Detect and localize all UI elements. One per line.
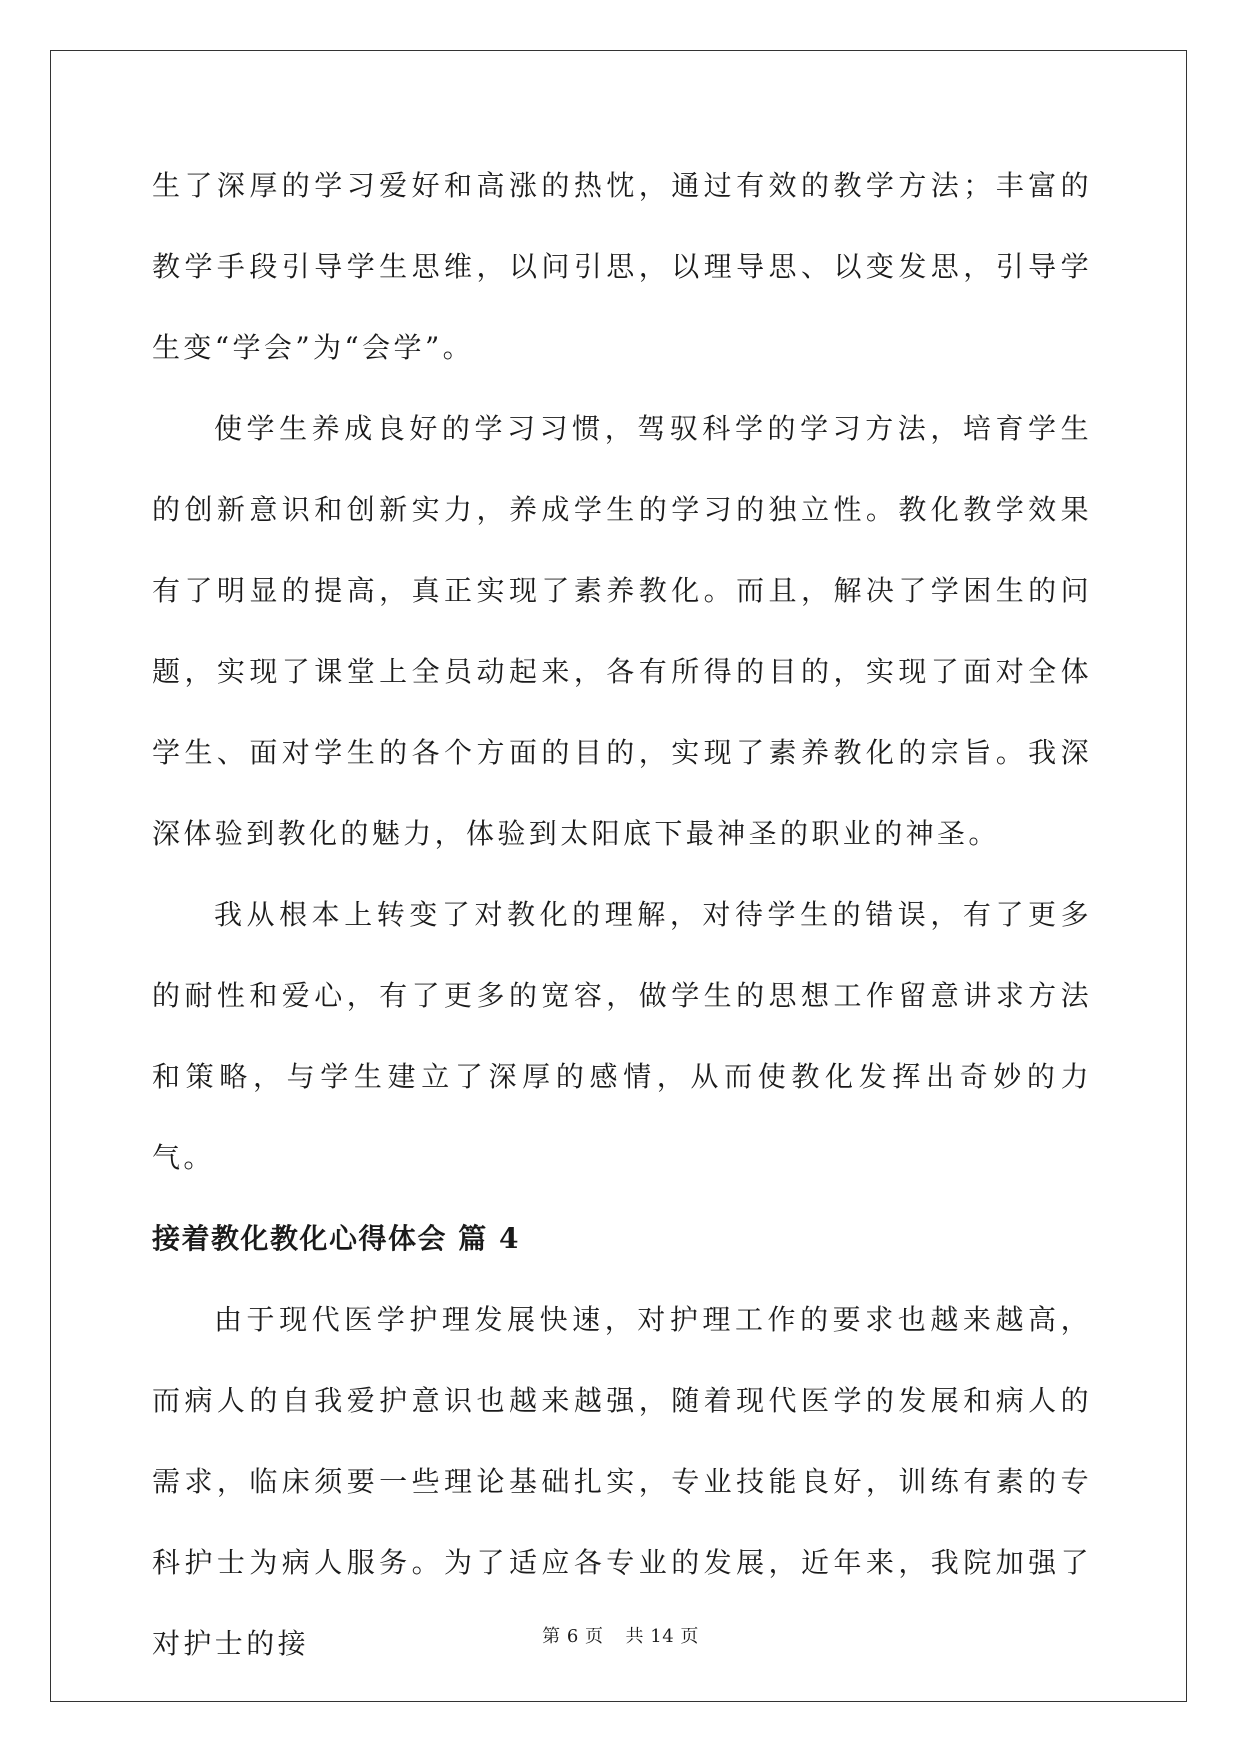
document-body [152, 165, 1092, 1684]
paragraph-3: 我从根本上转变了对教化的理解，对待学生的错误，有了更多的耐性和爱心，有了更多的宽容，做学生的思想工作留意讲求方法和策略，与学生建立了深厚的感情，从而使教化发挥出奇妙的力气。 [152, 898, 1092, 1174]
page-total: 共 14 页 [625, 1626, 699, 1647]
paragraph-1: 生了深厚的学习爱好和高涨的热忱，通过有效的教学方法；丰富的教学手段引导学生思维，以问引思，以理导思、以变发思，引导学生变“学会”为“会学”。 [152, 169, 1092, 364]
page-number: 第 6 页 [542, 1626, 604, 1647]
page-footer [0, 1622, 1241, 1648]
paragraph-2: 使学生养成良好的学习习惯，驾驭科学的学习方法，培育学生的创新意识和创新实力，养成学生的学习的独立性。教化教学效果有了明显的提高，真正实现了素养教化。而且，解决了学困生的问题，实现了课堂上全员动起来，各有所得的目的，实现了面对全体学生、面对学生的各个方面的目的，实现了素养教化的宗旨。我深深体验到教化的魅力，体验到太阳底下最神圣的职业的神圣。 [152, 412, 1092, 850]
section-heading: 接着教化教化心得体会 篇 4 [152, 1222, 520, 1255]
paragraph-4: 由于现代医学护理发展快速，对护理工作的要求也越来越高，而病人的自我爱护意识也越来越强，随着现代医学的发展和病人的需求，临床须要一些理论基础扎实，专业技能良好，训练有素的专科护士为病人服务。为了适应各专业的发展，近年来，我院加强了对护士的接 [152, 1303, 1092, 1660]
